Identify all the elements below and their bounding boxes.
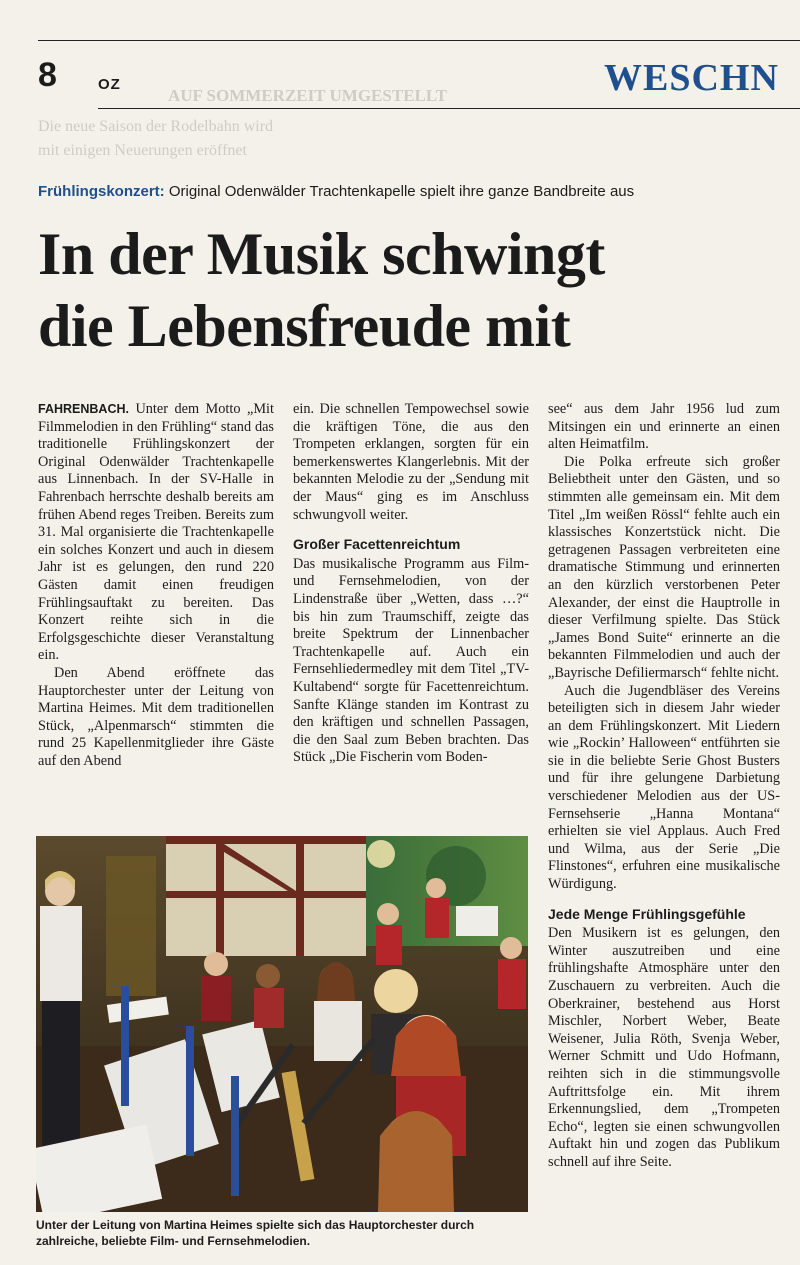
page-number: 8	[38, 56, 57, 94]
paragraph: Das musikalische Programm aus Film- und Fernsehmelodien, von der Lindenstraße über „Wetten, dass …?“ bis hin zum Traumschiff, zeigte das breite Spektrum der Linnenbacher Trachtenkapelle auf. Auch ein Fernsehliedermedley mit dem Titel „TV-Kultabend“ sorgte für Facettenreichtum. Sanfte Klänge standen im Kontrast zu den kräftigen und schnellen Passagen, die den Saal zum Beben brachten. Das Stück „Die Fischerin vom Boden-	[293, 555, 529, 766]
article-column-3	[548, 401, 780, 1172]
photo-caption: Unter der Leitung von Martina Heimes spielte sich das Hauptorchester durch zahlreiche, beliebte Film- und Fernsehmelodien.	[36, 1218, 475, 1248]
article-column-1	[38, 401, 274, 770]
kicker-label: Frühlingskonzert:	[38, 183, 165, 200]
top-rule	[38, 40, 800, 41]
paragraph: see“ aus dem Jahr 1956 lud zum Mitsingen ein und erinnerte an einen alten Heimatfilm.	[548, 401, 780, 453]
bleed-through-title: AUF SOMMERZEIT UMGESTELLT	[168, 86, 447, 105]
article-column-2	[293, 401, 529, 767]
paragraph	[38, 401, 274, 665]
headline	[38, 218, 778, 362]
subheading: Großer Facettenreichtum	[293, 536, 461, 553]
bleed-through-line: Die neue Saison der Rodelbahn wird	[38, 118, 274, 135]
bleed-through-line: mit einigen Neuerungen eröffnet	[38, 142, 247, 159]
paragraph: Auch die Jugendbläser des Vereins beteiligten sich in diesem Jahr wieder an dem Frühlingskonzert. Mit Liedern wie „Rockin’ Halloween“ entführten sie sie in die beliebte Serie Ghost Busters und für ihre gelungene Darbietung verschiedener Melodien aus der US-Fernsehserie „Hanna Montana“ erhielten sie viel Applaus. Auch Fred und Wilma, aus der Serie „Die Flinstones“, erfuhren eine musikalische Würdigung.	[548, 682, 780, 893]
dateline: FAHRENBACH.	[38, 402, 129, 416]
subheading: Jede Menge Frühlingsgefühle	[548, 905, 746, 922]
article-photo	[36, 836, 528, 1212]
header-rule	[98, 108, 800, 109]
paper-name: OZ	[98, 76, 121, 93]
article-kicker	[38, 183, 634, 200]
paragraph: Den Musikern ist es gelungen, den Winter auszutreiben und eine frühlingshafte Atmosphäre unter den Zuschauern zu verbreiten. Auch die Oberkrainer, bestehend aus Horst Mischler, Norbert Weber, Beate Weisener, Julia Röth, Svenja Weber, Werner Schmitt und Udo Hofmann, reihten sich in die stimmungsvolle Auftrittsfolge ein. Mit ihrem Erkennungslied, dem „Trompeten Echo“, legten sie einen schwungvollen Auftakt hin und zogen das Publikum schnell auf ihre Seite.	[548, 925, 780, 1170]
paragraph-text: Unter dem Motto „Mit Filmmelodien in den Frühling“ stand das traditionelle Frühlingskonzert der Original Odenwälder Trachtenkapelle aus Linnenbach. In der SV-Halle in Fahrenbach herrschte deshalb bereits am frühen Abend reges Treiben. Bereits zum 31. Mal organisierte die Trachtenkapelle ein solches Konzert und auch in diesem Jahr ist es gelungen, den rund 220 Gästen damit einen freudigen Frühlingsauftakt zu bereiten. Das Konzert reihte sich in die Erfolgsgeschichte dieser Veranstaltung ein.	[38, 401, 274, 664]
kicker-text: Original Odenwälder Trachtenkapelle spielt ihre ganze Bandbreite aus	[168, 183, 635, 200]
orchestra-photo-illustration	[36, 836, 528, 1212]
section-title: WESCHN	[604, 57, 779, 99]
paragraph: Die Polka erfreute sich großer Beliebtheit unter den Gästen, und so stimmten alle gemeinsam ein. Mit dem Titel „Im weißen Rössl“ fehlte auch ein klassisches Konzertstück nicht. Die getragenen Passagen verbreiteten eine dramatische Stimmung und erinnerten an den kürzlich verstorbenen Peter Alexander, der einst die Hauptrolle in dieser Verfilmung spielte. Das Stück „James Bond Suite“ erinnerte an die bekannten Filmmelodien und auch der „Bayrische Defiliermarsch“ fehlte nicht.	[548, 453, 780, 681]
paragraph: ein. Die schnellen Tempowechsel sowie die kräftigen Töne, die aus den Trompeten erklangen, sorgten für ein bemerkenswertes Klangerlebnis. Mit der bekannten Melodie zu der „Sendung mit der Maus“ ging es im Anschluss schwungvoll weiter.	[293, 401, 529, 523]
headline-line: die Lebensfreude mit	[38, 293, 571, 359]
headline-line: In der Musik schwingt	[38, 221, 605, 287]
paragraph: Den Abend eröffnete das Hauptorchester unter der Leitung von Martina Heimes. Mit dem traditionellen Stück, „Alpenmarsch“ stimmten die rund 25 Kapellenmitglieder ihre Gäste auf den Abend	[38, 664, 274, 769]
